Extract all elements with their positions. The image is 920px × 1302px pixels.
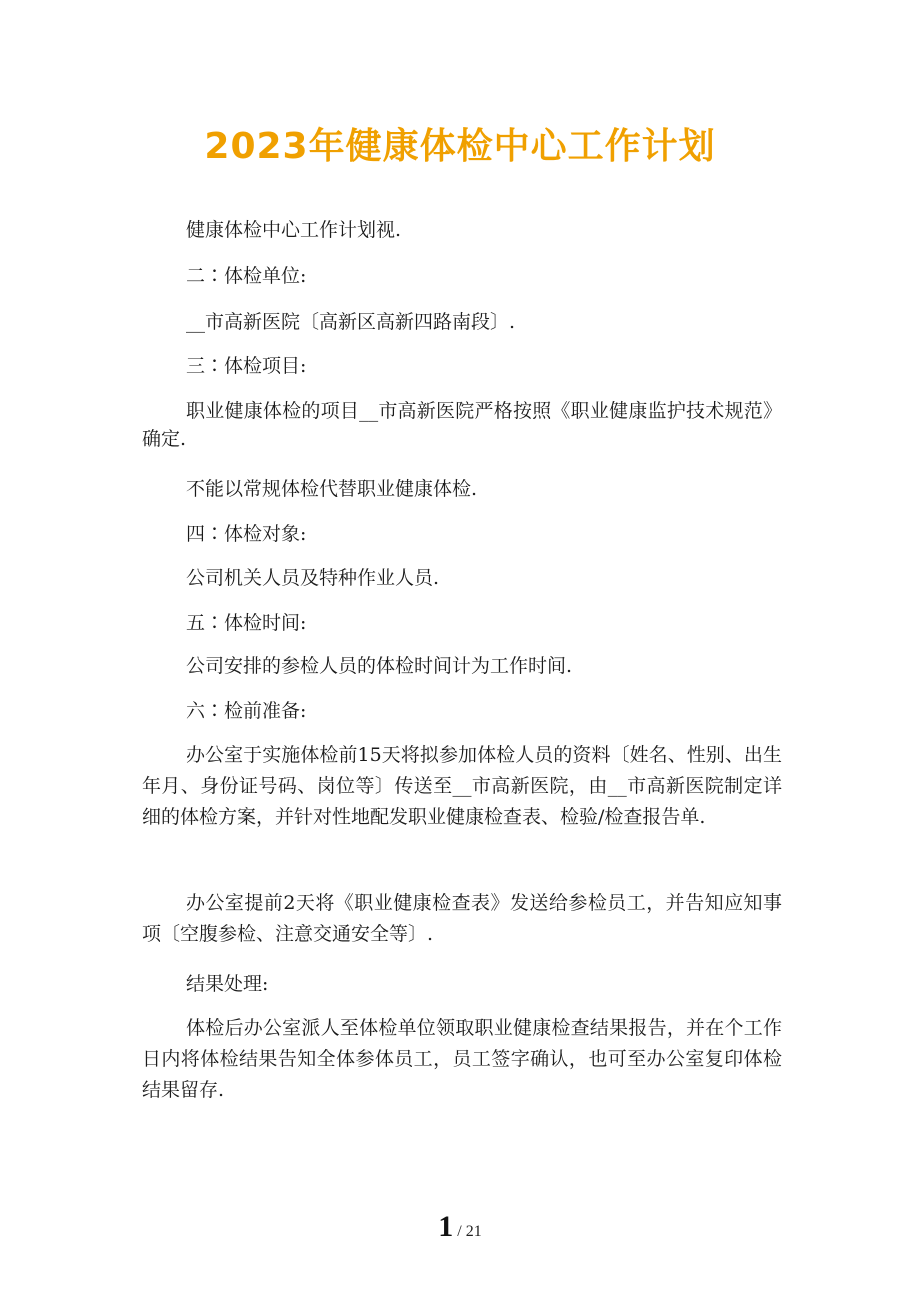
heading-items: 三∶体检项目:	[186, 355, 307, 377]
current-page-number: 1	[438, 1210, 454, 1243]
paragraph-note: 不能以常规体检代替职业健康体检.	[186, 478, 478, 500]
heading-subjects: 四∶体检对象:	[186, 523, 307, 545]
heading-unit: 二∶体检单位:	[186, 265, 307, 287]
paragraph-items: 职业健康体检的项目__市高新医院严格按照《职业健康监护技术规范》确定.	[142, 400, 782, 450]
paragraph-notice: 办公室提前2天将《职业健康检查表》发送给参检员工，并告知应知事项〔空腹参检、注意交通安全等〕.	[142, 892, 782, 945]
paragraph-subjects: 公司机关人员及特种作业人员.	[186, 567, 440, 589]
paragraph-preparation: 办公室于实施体检前15天将拟参加体检人员的资料〔姓名、性别、出生年月、身份证号码、岗位等〕传送至__市高新医院，由__市高新医院制定详细的体检方案，并针对性地配发职业健康检查表、检验/检查报告单.	[142, 744, 782, 828]
paragraph-results: 体检后办公室派人至体检单位领取职业健康检查结果报告，并在个工作日内将体检结果告知全体参体员工，员工签字确认，也可至办公室复印体检结果留存.	[142, 1017, 782, 1101]
page-indicator	[0, 1210, 920, 1244]
paragraph-unit: __市高新医院〔高新区高新四路南段〕.	[186, 311, 516, 333]
heading-results: 结果处理:	[186, 973, 269, 995]
document-title: 2023年健康体检中心工作计划	[204, 126, 716, 167]
total-pages: / 21	[457, 1223, 482, 1240]
paragraph-time: 公司安排的参检人员的体检时间计为工作时间.	[186, 655, 573, 677]
heading-time: 五∶体检时间:	[186, 612, 307, 634]
paragraph-intro: 健康体检中心工作计划视.	[186, 219, 402, 241]
heading-preparation: 六∶检前准备:	[186, 700, 307, 722]
